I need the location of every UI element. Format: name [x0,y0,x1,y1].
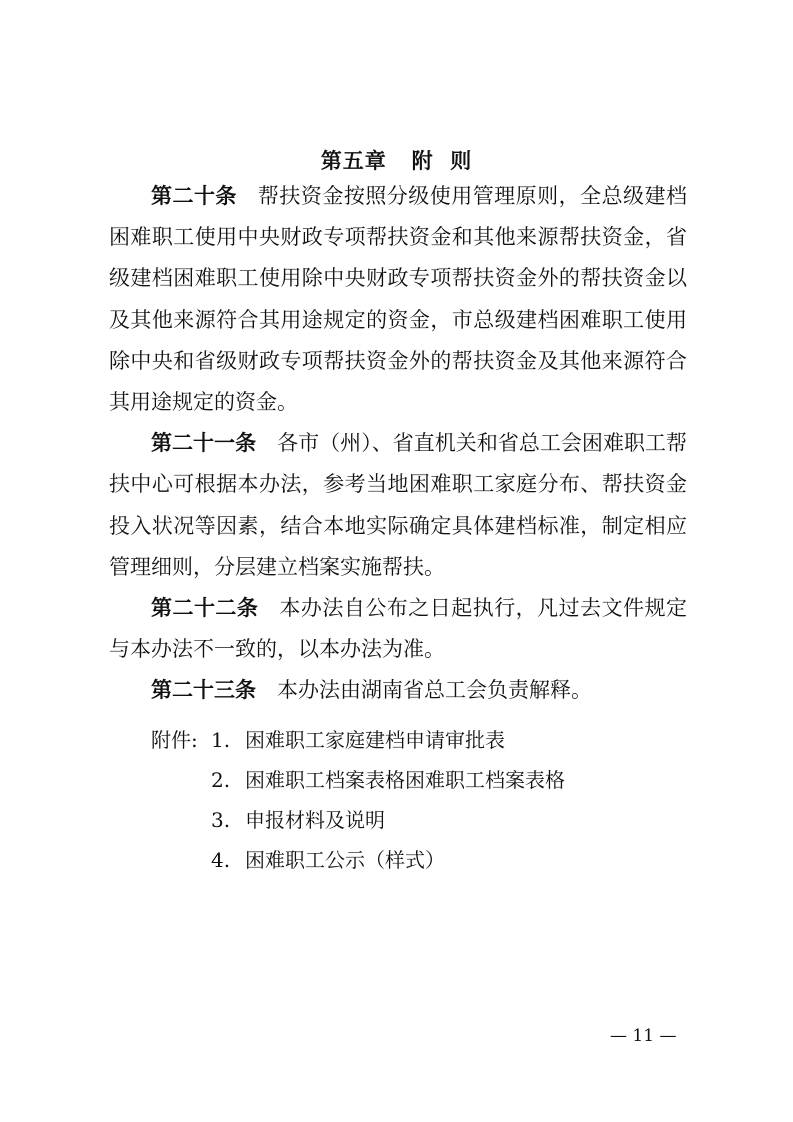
attachment-number: 1. [211,728,231,752]
attachments-list [151,720,565,880]
attachment-number: 4. [211,848,231,872]
article-number: 第二十二条 [151,596,259,621]
article-21 [109,423,687,588]
articles-body [109,176,687,712]
attachment-text: 申报材料及说明 [245,808,385,832]
article-22 [109,588,687,670]
article-text: 本办法由湖南省总工会负责解释。 [277,678,592,703]
attachments-label: 附件: [151,728,198,752]
article-number: 第二十三条 [151,678,256,703]
chapter-title: 第五章 附 则 [320,148,473,173]
article-23 [109,670,687,711]
attachment-item [151,840,565,880]
attachment-item [151,760,565,800]
article-text: 帮扶资金按照分级使用管理原则，全总级建档困难职工使用中央财政专项帮扶资金和其他来源帮扶资金，省级建档困难职工使用除中央财政专项帮扶资金外的帮扶资金以及其他来源符合其用途规定的资金，市总级建档困难职工使用除中央和省级财政专项帮扶资金外的帮扶资金及其他来源符合其用途规定的资金。 [109,184,688,415]
attachment-number: 2. [211,768,231,792]
attachment-text: 困难职工公示（样式） [245,848,445,872]
attachment-item [151,720,565,760]
page-number: — 11 — [610,1026,677,1046]
article-number: 第二十一条 [151,431,257,456]
article-text: 本办法自公布之日起执行，凡过去文件规定与本办法不一致的，以本办法为准。 [109,596,688,662]
article-20 [109,176,687,423]
attachment-text: 困难职工档案表格困难职工档案表格 [245,768,565,792]
article-number: 第二十条 [151,184,237,208]
attachment-number: 3. [211,808,231,832]
attachment-item [151,800,565,840]
attachment-text: 困难职工家庭建档申请审批表 [245,728,505,752]
article-text: 各市（州）、省直机关和省总工会困难职工帮扶中心可根据本办法，参考当地困难职工家庭分布、帮扶资金投入状况等因素，结合本地实际确定具体建档标准，制定相应管理细则，分层建立档案实施帮扶。 [109,431,688,579]
